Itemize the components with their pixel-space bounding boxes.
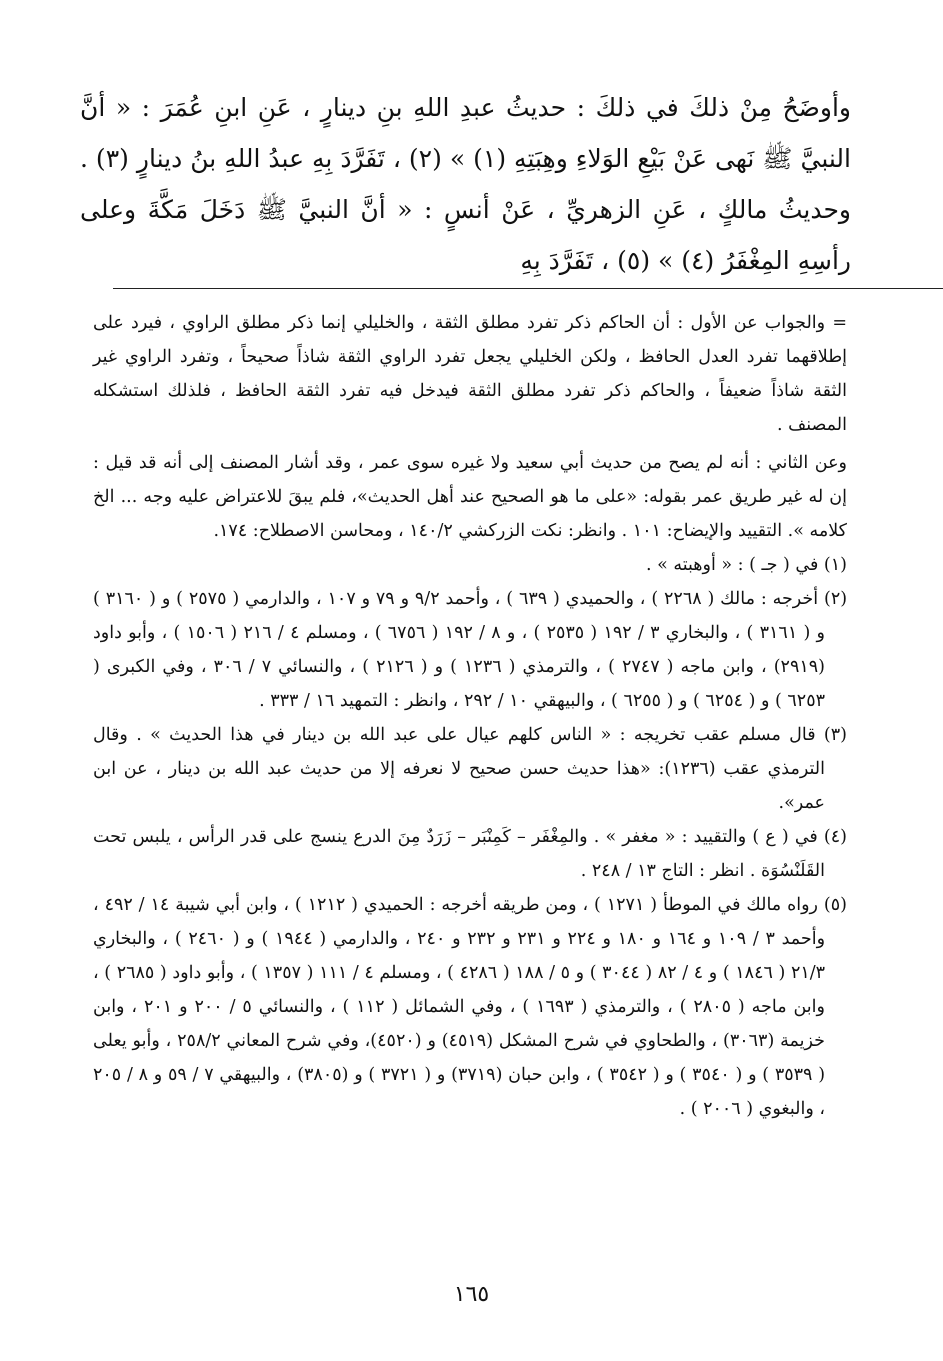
- footnote-2: (٢) أخرجه : مالك ( ٢٢٦٨ ) ، والحميدي ( ٦٣٩ ) ، وأحمد ٩/٢ و ٧٩ و ١٠٧ ، والدارمي ( ٢٥٧٥ ) و ( ٣١٦٠ ) و ( ٣١٦١ ) ، والبخاري ٣ / ١٩٢ ( ٢٥٣٥ ) ، و ٨ / ١٩٢ ( ٦٧٥٦ ) ، ومسلم ٤ / ٢١٦ ( ١٥٠٦ ) ، وأبو داود (٢٩١٩) ، وابن ماجه ( ٢٧٤٧ ) ، والترمذي ( ١٢٣٦ ) و ( ٢١٢٦ ) ، والنسائي ٧ / ٣٠٦ ، وفي الكبرى ( ٦٢٥٣ ) و ( ٦٢٥٤ ) و ( ٦٢٥٥ ) ، والبيهقي ١٠ / ٢٩٢ ، وانظر : التمهيد ١٦ / ٣٣٣ .: [93, 589, 848, 711]
- main-text-block: [80, 82, 851, 286]
- footnote-4: (٤) في ( ع ) والتقييد : « مغفر » . والمِغْفَر – كَمِنْبَر – زَرَدٌ مِنَ الدرع ينسج على قدر الرأس ، يلبس تحت القَلَنْسُوَة . انظر : التاج ١٣ / ٢٤٨ .: [93, 827, 847, 881]
- footnote-5: (٥) رواه مالك في الموطأ ( ١٢٧١ ) ، ومن طريقه أخرجه : الحميدي ( ١٢١٢ ) ، وابن أبي شيبة ١٤ / ٤٩٢ ، وأحمد ٣ / ١٠٩ و ١٦٤ و ١٨٠ و ٢٢٤ و ٢٣١ و ٢٣٢ و ٢٤٠ ، والدارمي ( ١٩٤٤ ) و ( ٢٤٦٠ ) ، والبخاري ٢١/٣ ( ١٨٤٦ ) و ٤ / ٨٢ ( ٣٠٤٤ ) و ٥ / ١٨٨ ( ٤٢٨٦ ) ، ومسلم ٤ / ١١١ ( ١٣٥٧ ) ، وأبو داود ( ٢٦٨٥ ) ، وابن ماجه ( ٢٨٠٥ ) ، والترمذي ( ١٦٩٣ ) ، وفي الشمائل ( ١١٢ ) ، والنسائي ٥ / ٢٠٠ و ٢٠١ ، وابن خزيمة (٣٠٦٣) ، والطحاوي في شرح المشكل (٤٥١٩) و (٤٥٢٠)، وفي شرح المعاني ٢٥٨/٢ ، وأبو يعلى ( ٣٥٣٩ ) و ( ٣٥٤٠ ) و ( ٣٥٤٢ ) ، وابن حبان (٣٧١٩) و ( ٣٧٢١ ) و (٣٨٠٥) ، والبيهقي ٧ / ٥٩ و ٨ / ٢٠٥ ، والبغوي ( ٢٠٠٦ ) .: [93, 895, 847, 1119]
- main-paragraph: وأوضَحُ مِنْ ذلكَ في ذلكَ : حديثُ عبدِ اللهِ بنِ دينارٍ ، عَنِ ابنِ عُمَرَ : « أنَّ النبيَّ ﷺ نَهى عَنْ بَيْعِ الوَلاءِ وهِبَتِهِ (١) » (٢) ، تَفَرَّدَ بِهِ عبدُ اللهِ بنُ دينارٍ (٣) . وحديثُ مالكٍ ، عَنِ الزهريِّ ، عَنْ أنسٍ : « أنَّ النبيَّ ﷺ دَخَلَ مَكَّةَ وعلى رأسِهِ المِغْفَرُ (٤) » (٥) ، تَفَرَّدَ بِهِ: [80, 93, 851, 275]
- footnote-continuation: = والجواب عن الأول : أن الحاكم ذكر تفرد مطلق الثقة ، والخليلي إنما ذكر مطلق الراوي ، فيرد على إطلاقهما تفرد العدل الحافظ ، ولكن الخليلي يجعل تفرد الراوي الثقة شاذاً صحيحاً ، وتفرد الراوي غير الثقة شاذاً ضعيفاً ، والحاكم ذكر تفرد مطلق الثقة فيدخل فيه تفرد الثقة الحافظ ، فلذلك استشكله المصنف .: [93, 313, 847, 435]
- footnote-continuation: وعن الثاني : أنه لم يصح من حديث أبي سعيد ولا غيره سوى عمر ، وقد أشار المصنف إلى أنه قد قيل : إن له غير طريق عمر بقوله: «على ما هو الصحيح عند أهل الحديث»، فلم يبقَ للاعتراض عليه وجه ... الخ كلامه ». التقييد والإيضاح: ١٠١ . وانظر: نكت الزركشي ١٤٠/٢ ، ومحاسن الاصطلاح: ١٧٤.: [93, 453, 847, 541]
- footnotes-block: [93, 306, 847, 1126]
- footnote-separator: [113, 288, 943, 289]
- footnote-3: (٣) قال مسلم عقب تخريجه : « الناس كلهم عيال على عبد الله بن دينار في هذا الحديث » . وقال الترمذي عقب (١٢٣٦): «هذا حديث حسن صحيح لا نعرفه إلا من حديث عبد الله بن دينار ، عن ابن عمر».: [93, 725, 847, 813]
- page-number: ١٦٥: [453, 1282, 490, 1307]
- footnote-1: (١) في ( جـ ) : « أوهبته » .: [645, 555, 847, 575]
